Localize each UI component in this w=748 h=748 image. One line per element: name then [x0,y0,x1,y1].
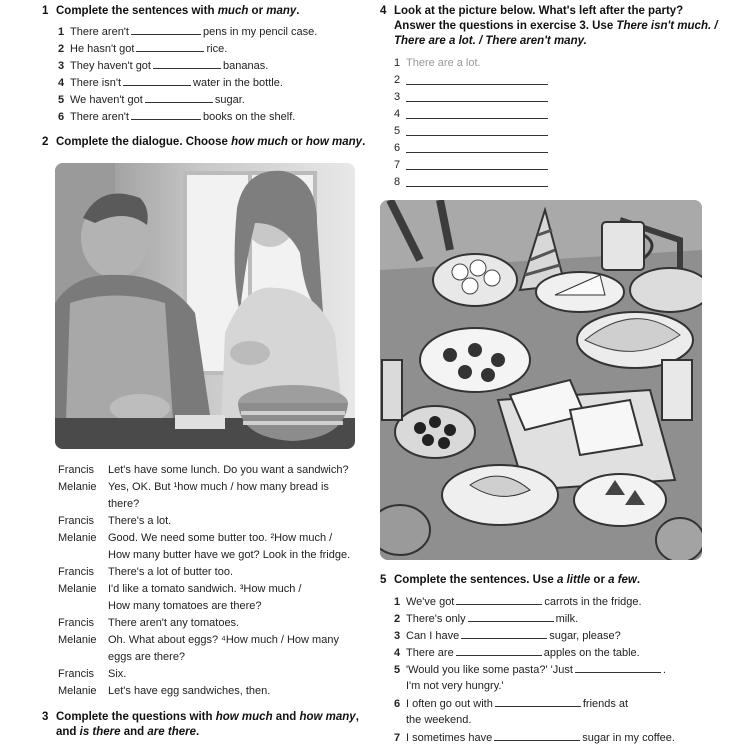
answer-line[interactable] [406,118,548,119]
kitchen-photo-illustration [55,163,355,449]
answer-blank[interactable] [461,627,547,639]
ex5-item-cont: the weekend. [406,714,472,726]
ex4-heading-line2: Answer the questions in exercise 3. Use There isn't much. / [394,20,718,32]
answer-blank[interactable] [468,610,554,622]
ex1-item: 1 There aren't pens in my pencil case. [58,23,317,41]
ex5-heading: 5 Complete the sentences. Use a little or a few. [380,574,641,586]
ex4-answer: 2 [394,72,406,89]
ex3-heading: 3 Complete the questions with how much and how many, [42,711,359,723]
ex5-item: 4 There are apples on the table. [394,644,640,662]
ex4-heading-line3: There are a lot. / There aren't many. [394,35,587,47]
answer-blank[interactable] [456,644,542,656]
ex1-item: 6 There aren't books on the shelf. [58,108,295,126]
answer-blank[interactable] [456,593,542,605]
ex1-item: 3 They haven't got bananas. [58,57,268,75]
answer-line[interactable] [406,152,548,153]
ex5-item: 1 We've got carrots in the fridge. [394,593,642,611]
ex4-answer: 5 [394,123,406,140]
ex2-heading: 2 Complete the dialogue. Choose how much or how many. [42,136,366,148]
kitchen-photo [55,163,355,449]
ex4-answer: 7 [394,157,406,174]
answer-blank[interactable] [123,74,191,86]
answer-line[interactable] [406,135,548,136]
ex4-answer: 8 [394,174,406,191]
ex5-item: 6 I often go out with friends at [394,695,628,713]
answer-line[interactable] [406,186,548,187]
ex5-item-cont: I'm not very hungry.' [406,680,504,692]
ex4-answer: 4 [394,106,406,123]
party-table-drawing [380,200,702,560]
answer-line[interactable] [406,84,548,85]
ex5-item: 2 There's only milk. [394,610,578,628]
ex4-answer: 1 There are a lot. [394,57,481,69]
ex5-item: 7 I sometimes have sugar in my coffee. [394,729,675,747]
answer-line[interactable] [406,169,548,170]
ex1-item: 5 We haven't got sugar. [58,91,245,109]
ex1-item: 4 There isn't water in the bottle. [58,74,283,92]
answer-blank[interactable] [136,40,204,52]
ex4-answer: 3 [394,89,406,106]
answer-blank[interactable] [575,661,661,673]
ex4-heading: 4 Look at the picture below. What's left after the party? [380,5,684,17]
ex4-answer: 6 [394,140,406,157]
answer-line[interactable] [406,101,548,102]
ex1-item: 2 He hasn't got rice. [58,40,227,58]
answer-blank[interactable] [145,91,213,103]
ex3-heading-line2: and is there and are there. [56,726,200,738]
ex5-item: 5 'Would you like some pasta?' 'Just . [394,661,666,679]
party-table-illustration [380,200,702,560]
answer-blank[interactable] [131,23,201,35]
ex5-item: 3 Can I have sugar, please? [394,627,621,645]
answer-blank[interactable] [153,57,221,69]
answer-blank[interactable] [494,729,580,741]
answer-blank[interactable] [495,695,581,707]
answer-blank[interactable] [131,108,201,120]
ex1-heading: 1 Complete the sentences with much or many. [42,5,300,17]
